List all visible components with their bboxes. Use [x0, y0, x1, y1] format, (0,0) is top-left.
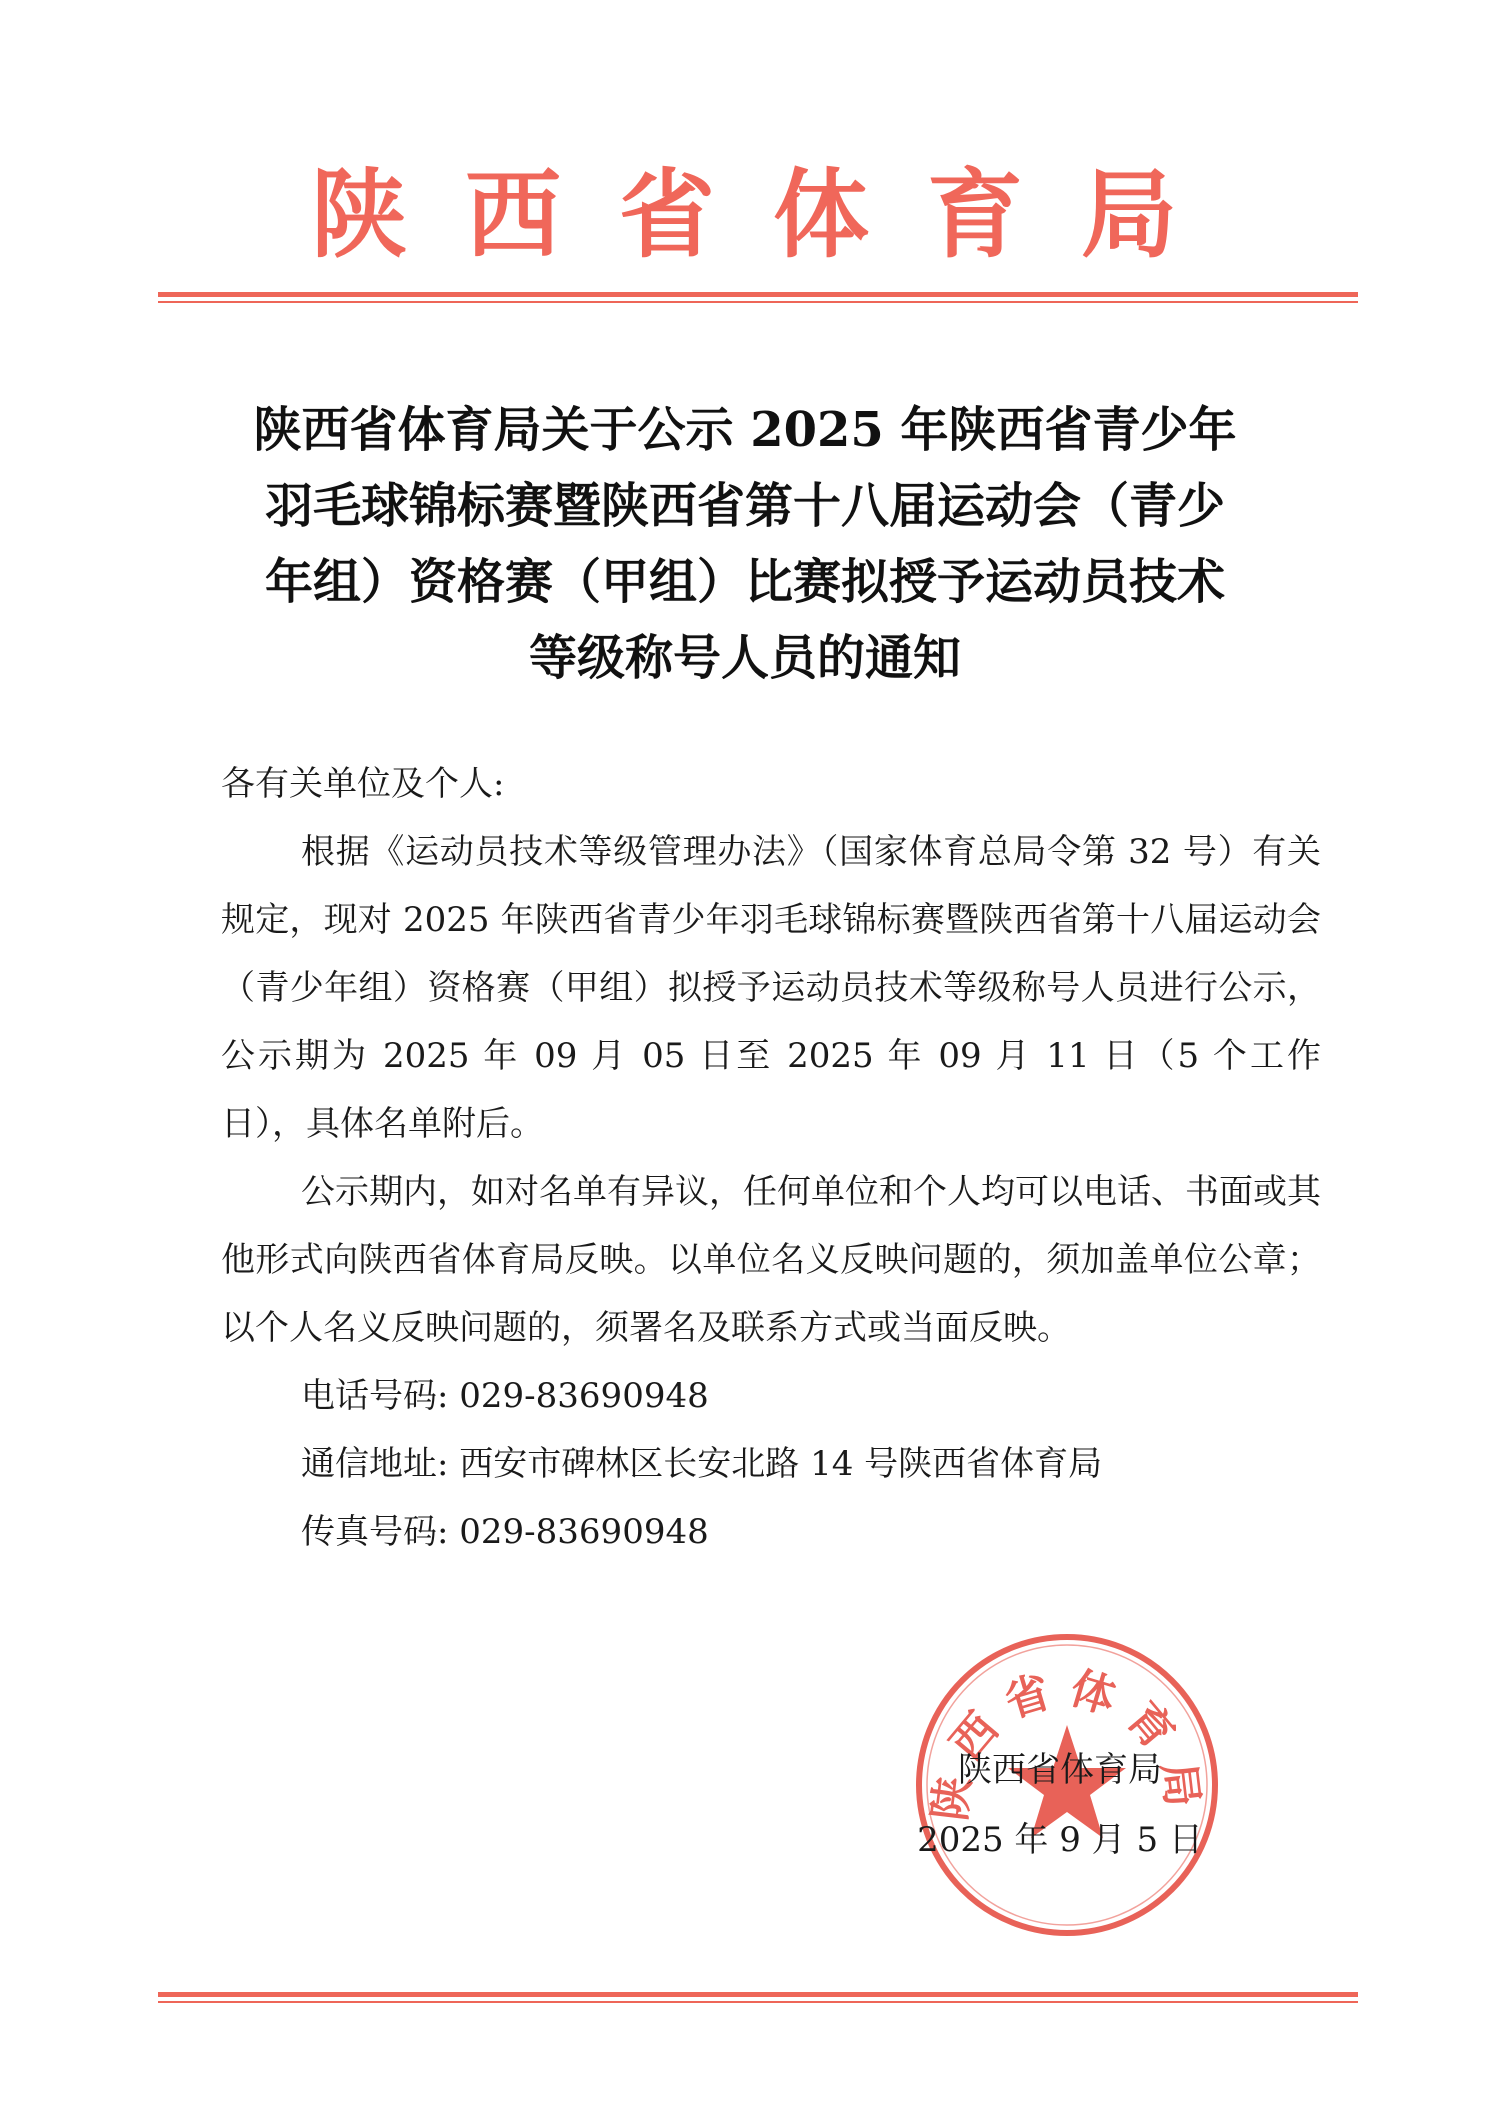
footer-rule-thick	[158, 1992, 1358, 1997]
address-label: 通信地址:	[301, 1444, 449, 1484]
signature-org: 陕西省体育局	[958, 1750, 1162, 1790]
document-body	[221, 750, 1321, 1566]
address-value: 西安市碑林区长安北路 14 号陕西省体育局	[459, 1444, 1103, 1484]
signature-block	[900, 1735, 1220, 1875]
paragraph-regulation: 根据《运动员技术等级管理办法》（国家体育总局令第 32 号）有关规定，现对 2025 年陕西省青少年羽毛球锦标赛暨陕西省第十八届运动会（青少年组）资格赛（甲组）拟授予运动员技术等级称号人员进行公示，公示期为 2025 年 09 月 05 日至 2025 年 09 月 11 日（5 个工作日），具体名单附后。	[221, 832, 1321, 1144]
phone-value: 029-83690948	[459, 1376, 709, 1416]
title-line: 年组）资格赛（甲组）比赛拟授予运动员技术	[264, 554, 1225, 610]
contact-phone	[221, 1362, 1321, 1430]
title-line: 羽毛球锦标赛暨陕西省第十八届运动会（青少	[264, 478, 1225, 534]
document-title	[200, 392, 1290, 696]
salutation: 各有关单位及个人:	[221, 764, 505, 804]
paragraph-objection: 公示期内，如对名单有异议，任何单位和个人均可以电话、书面或其他形式向陕西省体育局反映。以单位名义反映问题的，须加盖单位公章；以个人名义反映问题的，须署名及联系方式或当面反映。	[221, 1172, 1321, 1348]
title-line: 等级称号人员的通知	[528, 630, 961, 686]
title-line: 陕西省体育局关于公示 2025 年陕西省青少年	[253, 402, 1237, 458]
fax-value: 029-83690948	[459, 1512, 709, 1552]
contact-address	[221, 1430, 1321, 1498]
contact-fax	[221, 1498, 1321, 1566]
footer-rule-thin	[158, 2001, 1358, 2003]
signature-date: 2025 年 9 月 5 日	[917, 1820, 1203, 1860]
fax-label: 传真号码:	[301, 1512, 449, 1552]
header-rule-thin	[158, 301, 1358, 303]
header-rule-thick	[158, 292, 1358, 297]
seal-text: 陕西省体育局	[924, 1662, 1210, 1824]
phone-label: 电话号码:	[301, 1376, 449, 1416]
letterhead-title: 陕西省体育局	[311, 158, 1235, 271]
